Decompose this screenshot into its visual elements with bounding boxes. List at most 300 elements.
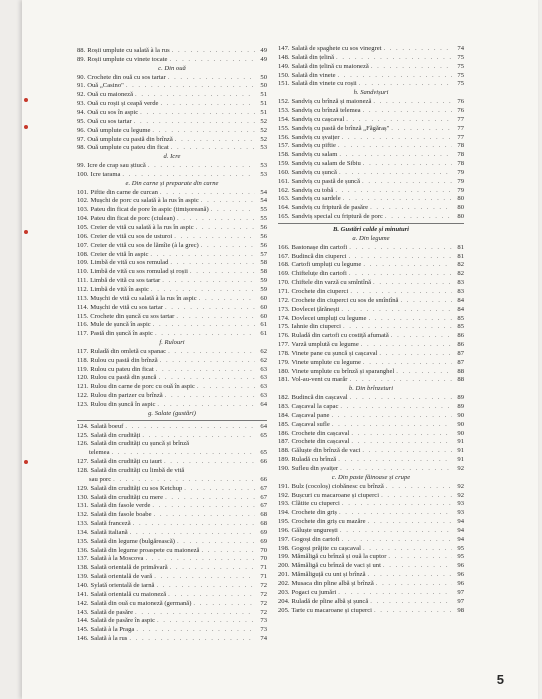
entry-title: Vol-au-vent cu marăr bbox=[291, 376, 348, 384]
entry-page: 79 bbox=[457, 168, 464, 176]
entry-page: 85 bbox=[457, 314, 464, 322]
entry-number: 191. bbox=[278, 482, 290, 490]
entry-page: 77 bbox=[457, 115, 464, 123]
entry-title: Cașcaval pane bbox=[291, 411, 330, 419]
entry-number: 98. bbox=[77, 144, 86, 152]
entry-title: Salată à la Moscova bbox=[90, 555, 144, 563]
page-number: 5 bbox=[496, 672, 504, 687]
section-heading: c. Din ouă bbox=[158, 64, 186, 72]
entry-number: 101. bbox=[77, 188, 89, 196]
entry-page: 63 bbox=[260, 392, 267, 400]
section-divider bbox=[77, 420, 267, 421]
entry-title: Salată din legume proaspete cu maioneză bbox=[90, 546, 200, 554]
entry-number: 122. bbox=[77, 392, 89, 400]
entry-title: Gogoși din cartofi bbox=[291, 535, 340, 543]
entry-title: Creier de vită cu salată à la rus în aspic bbox=[90, 224, 194, 231]
binding-hole bbox=[24, 125, 28, 129]
book-page bbox=[22, 0, 538, 699]
entry-title: Ouă umplute cu legume bbox=[87, 126, 151, 134]
entry-number: 175. bbox=[278, 323, 290, 331]
entry-number: 204. bbox=[278, 597, 290, 605]
entry-number: 182. bbox=[278, 394, 290, 402]
entry-title: Creier de vită în aspic bbox=[90, 250, 149, 258]
entry-page: 72 bbox=[260, 608, 267, 616]
entry-page: 62 bbox=[260, 347, 267, 355]
entry-number: 134. bbox=[77, 528, 89, 536]
entry-title: Vinete pane cu șuncă și cașcaval bbox=[291, 349, 378, 357]
entry-number: 179. bbox=[278, 358, 290, 366]
entry-number: 118. bbox=[77, 356, 89, 364]
entry-page: 83 bbox=[457, 287, 464, 295]
entry-title: Crochete din ciuperci bbox=[291, 287, 349, 295]
binding-hole bbox=[24, 98, 28, 102]
entry-page: 78 bbox=[457, 142, 464, 150]
entry-page: 89 bbox=[457, 403, 464, 410]
section-heading: e. Din carne și preparate din carne bbox=[125, 179, 219, 187]
section-heading: f. Rulouri bbox=[159, 339, 185, 347]
entry-title: Chiftele din varză cu smîntînă bbox=[291, 279, 372, 287]
entry-title: Sandviș cu pastă de brînză „Făgăraș" bbox=[291, 124, 390, 132]
entry-page: 59 bbox=[260, 285, 267, 293]
entry-page: 72 bbox=[260, 590, 267, 598]
entry-page: 81 bbox=[457, 243, 464, 251]
entry-number: 105. bbox=[77, 224, 89, 231]
section-heading: g. Salate (gustări) bbox=[148, 409, 196, 417]
entry-title: Limbă de vită cu sos remulad bbox=[90, 259, 169, 267]
entry-title: Sandviș cu șvaițer bbox=[291, 133, 340, 141]
entry-number: 136. bbox=[77, 546, 89, 554]
entry-number: 185. bbox=[278, 420, 290, 428]
entry-number: 121. bbox=[77, 383, 89, 391]
entry-page: 59 bbox=[260, 277, 267, 285]
entry-number: 141. bbox=[77, 590, 89, 598]
entry-number: 151. bbox=[278, 80, 290, 88]
section-heading: B. Gustări calde și minuturi bbox=[332, 226, 410, 233]
entry-page: 53 bbox=[260, 162, 267, 170]
entry-page: 92 bbox=[457, 482, 464, 490]
entry-title: Gogoși prăjite cu cașcaval bbox=[291, 544, 361, 552]
entry-page: 87 bbox=[457, 349, 464, 357]
entry-title: Mușchi de vită cu sos tartar bbox=[90, 303, 163, 311]
entry-page: 86 bbox=[457, 341, 464, 349]
entry-number: 146. bbox=[77, 635, 89, 643]
entry-title: Salată din crudități cu limbă de vită bbox=[90, 466, 185, 474]
entry-number: 197. bbox=[278, 535, 290, 543]
entry-title: Pogaci cu jumări bbox=[291, 588, 337, 596]
entry-title: Sandviș cu șuncă bbox=[291, 168, 337, 176]
entry-number: 115. bbox=[77, 312, 89, 320]
entry-number: 166. bbox=[278, 243, 290, 251]
entry-page: 49 bbox=[260, 55, 267, 63]
entry-number: 117. bbox=[77, 347, 89, 355]
entry-title: Crochete din ouă cu sos tartar bbox=[87, 73, 166, 81]
entry-page: 88 bbox=[457, 376, 464, 384]
entry-number: 169. bbox=[278, 270, 290, 278]
entry-number: 102. bbox=[77, 197, 89, 205]
entry-title: Salată din fasole verde bbox=[90, 502, 151, 510]
entry-title: Sufleu din șvaițer bbox=[291, 464, 339, 472]
entry-number: 199. bbox=[278, 553, 290, 561]
entry-number: 162. bbox=[278, 186, 290, 194]
entry-page: 92 bbox=[457, 464, 464, 472]
entry-number: 124. bbox=[77, 422, 89, 430]
entry-page: 90 bbox=[457, 420, 464, 428]
entry-number: 103. bbox=[77, 206, 89, 214]
entry-page: 76 bbox=[457, 98, 464, 106]
entry-title: Salată din crudități cu mere bbox=[90, 493, 164, 501]
entry-title: Crochete din șuncă cu sos tartar bbox=[90, 312, 175, 320]
entry-number: 176. bbox=[278, 332, 290, 340]
entry-title: Limbă de vită cu sos tartar bbox=[90, 277, 161, 285]
entry-page: 75 bbox=[457, 62, 464, 70]
entry-page: 95 bbox=[457, 544, 464, 552]
entry-page: 63 bbox=[260, 383, 267, 391]
entry-title: Ruladă cu brînză bbox=[291, 456, 337, 464]
entry-number: 130. bbox=[77, 493, 89, 501]
entry-page: 72 bbox=[260, 599, 267, 607]
entry-page: 96 bbox=[457, 580, 464, 587]
entry-page: 67 bbox=[260, 493, 267, 501]
entry-number: 168. bbox=[278, 261, 290, 269]
entry-number: 198. bbox=[278, 544, 290, 552]
entry-number: 186. bbox=[278, 429, 290, 437]
entry-number: 201. bbox=[278, 571, 290, 579]
entry-title: Salată din crudități cu iaurt bbox=[90, 458, 162, 466]
entry-page: 49 bbox=[260, 47, 267, 54]
entry-page: 97 bbox=[457, 588, 464, 596]
entry-page: 65 bbox=[260, 431, 267, 439]
section-heading: d. Icre bbox=[163, 153, 181, 161]
entry-page: 90 bbox=[457, 411, 464, 419]
entry-number: 193. bbox=[278, 500, 290, 508]
entry-title: Sandviș cu friptură de pasăre bbox=[291, 204, 369, 212]
entry-number: 145. bbox=[77, 626, 89, 634]
entry-title: Sandviș cu salam de Sibiu bbox=[291, 160, 361, 168]
entry-number: 133. bbox=[77, 520, 89, 528]
entry-number: 107. bbox=[77, 241, 89, 249]
entry-title: Rulou din parizer cu brînză bbox=[90, 392, 163, 400]
entry-title: Limbă de vită cu sos romulad și roșii bbox=[90, 268, 188, 276]
entry-number: 159. bbox=[278, 160, 290, 168]
entry-title: Creier de vită cu sos de usturoi bbox=[90, 232, 173, 240]
entry-title: Dovlecei umpluți cu legume bbox=[291, 314, 367, 322]
entry-number: 183. bbox=[278, 403, 290, 410]
entry-title: Cartofi umpluți cu legume bbox=[291, 261, 362, 269]
entry-number: 148. bbox=[278, 53, 290, 61]
entry-page: 77 bbox=[457, 133, 464, 141]
entry-page: 61 bbox=[260, 330, 267, 338]
entry-title: Salată boeuf bbox=[90, 422, 124, 430]
entry-title: Pateu din ficat de pore în aspic (timișoreană) bbox=[90, 206, 209, 214]
entry-page: 56 bbox=[260, 241, 267, 249]
entry-title: Rulou din șuncă în aspic bbox=[90, 401, 156, 408]
entry-number: 114. bbox=[77, 303, 89, 311]
section-heading: h. Sandvișuri bbox=[353, 89, 389, 97]
entry-page: 70 bbox=[260, 546, 267, 554]
entry-number: 172. bbox=[278, 296, 290, 304]
entry-title: Salată din vinete cu roșii bbox=[291, 80, 357, 88]
entry-title: Salată din vinete bbox=[291, 71, 336, 79]
entry-page: 91 bbox=[457, 456, 464, 464]
entry-page: 55 bbox=[260, 215, 267, 223]
section-heading: b. Din brînzeturi bbox=[348, 385, 394, 393]
dot-leader bbox=[383, 212, 452, 222]
entry-page: 92 bbox=[457, 491, 464, 499]
entry-title: Salată din țelină bbox=[291, 53, 335, 61]
entry-number: 97. bbox=[77, 135, 86, 143]
entry-number: 140. bbox=[77, 582, 89, 589]
entry-number: 181. bbox=[278, 376, 290, 384]
entry-page: 50 bbox=[260, 73, 267, 81]
entry-title: Ouă cu roșii și ceapă verde bbox=[87, 100, 159, 108]
entry-number: 157. bbox=[278, 142, 290, 150]
entry-title: Vinete umplute cu brînză și sparanghel bbox=[291, 367, 395, 375]
entry-page: 94 bbox=[457, 518, 464, 526]
entry-number: 163. bbox=[278, 195, 290, 203]
entry-number: 129. bbox=[77, 484, 89, 492]
entry-title: Creier de vită cu sos de lămîie (à la grec) bbox=[90, 241, 199, 249]
entry-title: Rulou cu pateu din ficat bbox=[90, 365, 154, 373]
entry-title: Salată din țelină cu maioneză bbox=[291, 62, 369, 70]
entry-number: 171. bbox=[278, 287, 290, 295]
entry-number: 106. bbox=[77, 232, 89, 240]
entry-page: 53 bbox=[260, 170, 267, 178]
entry-number: 202. bbox=[278, 580, 290, 587]
entry-title: Sylată orientală de iarnă bbox=[90, 582, 155, 589]
entry-number: 93. bbox=[77, 100, 86, 108]
entry-page: 60 bbox=[260, 294, 267, 302]
entry-number: 164. bbox=[278, 204, 290, 212]
entry-page: 52 bbox=[260, 135, 267, 143]
entry-number: 128. bbox=[77, 466, 89, 474]
entry-page: 69 bbox=[260, 537, 267, 545]
entry-page: 78 bbox=[457, 160, 464, 168]
entry-page: 68 bbox=[260, 520, 267, 528]
entry-page: 63 bbox=[260, 365, 267, 373]
entry-number: 170. bbox=[278, 279, 290, 287]
entry-page: 96 bbox=[457, 562, 464, 570]
entry-title: Mușchi de porc cu salată à la rus în aspic bbox=[90, 197, 199, 205]
entry-title: Vinete umplute cu legume bbox=[291, 358, 361, 366]
entry-title: Piftie din carne de curcan bbox=[90, 188, 158, 196]
entry-number: 108. bbox=[77, 250, 89, 258]
entry-number: 90. bbox=[77, 73, 86, 81]
entry-page: 52 bbox=[260, 117, 267, 125]
entry-number: 110. bbox=[77, 268, 89, 276]
entry-number: 126. bbox=[77, 440, 89, 448]
entry-title: Cașcaval la capac bbox=[291, 403, 339, 410]
entry-page: 91 bbox=[457, 447, 464, 455]
entry-number: 155. bbox=[278, 124, 290, 132]
entry-number: 156. bbox=[278, 133, 290, 141]
entry-title: Salată de pasăre în aspic bbox=[90, 617, 155, 625]
entry-number: 113. bbox=[77, 294, 89, 302]
entry-page: 58 bbox=[260, 259, 267, 267]
entry-page: 98 bbox=[457, 606, 464, 614]
entry-title: Budincă din cașcaval bbox=[291, 394, 348, 402]
entry-title: Salată orientală de vară bbox=[90, 573, 153, 581]
entry-title: Salată à la rus bbox=[90, 635, 128, 643]
entry-title: Budincă din ciuperci bbox=[291, 252, 347, 260]
entry-number: 194. bbox=[278, 509, 290, 517]
entry-number: 143. bbox=[77, 608, 89, 616]
entry-title: telemea bbox=[89, 449, 110, 457]
entry-number: 131. bbox=[77, 502, 89, 510]
entry-title: Pastă din șuncă în aspic bbox=[90, 330, 153, 338]
entry-number: 158. bbox=[278, 151, 290, 159]
entry-page: 69 bbox=[260, 528, 267, 536]
binding-hole bbox=[24, 230, 28, 234]
dot-leader bbox=[372, 606, 452, 616]
entry-title: Salată din crudități cu sos Ketchup bbox=[90, 484, 183, 492]
entry-page: 68 bbox=[260, 511, 267, 519]
entry-number: 88. bbox=[77, 47, 86, 54]
entry-number: 190. bbox=[278, 464, 290, 472]
entry-title: Ruladă din omletă cu spanac bbox=[90, 347, 167, 355]
entry-number: 178. bbox=[278, 349, 290, 357]
entry-page: 51 bbox=[260, 100, 267, 108]
section-heading: c. Din paste făinoase și crupe bbox=[331, 473, 411, 481]
entry-number: 189. bbox=[278, 456, 290, 464]
entry-title: Rulou din carne de porc cu ouă în aspic bbox=[90, 383, 195, 391]
dot-leader bbox=[127, 634, 255, 644]
entry-title: Sandviș cu sardele bbox=[291, 195, 341, 203]
entry-title: Rulou cu pastă din șuncă bbox=[90, 374, 157, 382]
entry-number: 137. bbox=[77, 555, 89, 563]
entry-title: Varză umplută cu legume bbox=[291, 341, 359, 349]
entry-title: Bușcuri cu macaroane și ciuperci bbox=[291, 491, 380, 499]
entry-title: Icre de crap sau știucă bbox=[87, 162, 146, 170]
entry-page: 64 bbox=[260, 401, 267, 408]
entry-title: Salată à la Praga bbox=[90, 626, 135, 634]
entry-page: 81 bbox=[457, 252, 464, 260]
entry-number: 96. bbox=[77, 126, 86, 134]
entry-number: 111. bbox=[77, 277, 89, 285]
entry-page: 86 bbox=[457, 332, 464, 340]
entry-title: Mămăligă cu brînză și ouă la cuptor bbox=[291, 553, 387, 561]
entry-number: 119. bbox=[77, 365, 89, 373]
entry-title: Salată italiană bbox=[90, 528, 128, 536]
entry-page: 66 bbox=[260, 458, 267, 466]
entry-page: 90 bbox=[457, 429, 464, 437]
entry-title: Crochete din griș bbox=[291, 509, 337, 517]
entry-title: Tarte cu macaroane și ciuperci bbox=[291, 606, 372, 614]
entry-number: 184. bbox=[278, 411, 290, 419]
entry-page: 56 bbox=[260, 224, 267, 231]
entry-number: 173. bbox=[278, 305, 290, 313]
entry-page: 65 bbox=[260, 449, 267, 457]
entry-page: 55 bbox=[260, 206, 267, 214]
entry-number: 94. bbox=[77, 108, 86, 116]
entry-page: 84 bbox=[457, 296, 464, 304]
entry-title: Ouă cu maioneză bbox=[87, 91, 134, 99]
entry-title: Roșii umplute cu salată à la rus bbox=[87, 47, 170, 54]
entry-title: Roșii umplute cu vinete tocate bbox=[87, 55, 168, 63]
entry-page: 85 bbox=[457, 323, 464, 331]
entry-title: Mămăliguță cu unt și brînză bbox=[291, 571, 366, 579]
entry-page: 80 bbox=[457, 213, 464, 221]
entry-page: 66 bbox=[260, 475, 267, 483]
entry-page: 58 bbox=[260, 268, 267, 276]
entry-number: 174. bbox=[278, 314, 290, 322]
entry-title: Crochete din cașcaval bbox=[291, 429, 350, 437]
entry-number: 142. bbox=[77, 599, 89, 607]
toc-entry bbox=[77, 634, 267, 644]
entry-title: Crochete din ciuperci cu sos de smîntînă bbox=[291, 296, 399, 304]
entry-page: 63 bbox=[260, 374, 267, 382]
entry-page: 51 bbox=[260, 91, 267, 99]
entry-title: Mămăligă cu brînză de vaci și unt bbox=[291, 562, 381, 570]
entry-number: 187. bbox=[278, 438, 290, 446]
entry-number: 152. bbox=[278, 98, 290, 106]
entry-page: 62 bbox=[260, 356, 267, 364]
entry-number: 135. bbox=[77, 537, 89, 545]
entry-page: 54 bbox=[260, 197, 267, 205]
entry-page: 54 bbox=[260, 188, 267, 196]
entry-number: 95. bbox=[77, 117, 86, 125]
entry-page: 53 bbox=[260, 144, 267, 152]
entry-number: 144. bbox=[77, 617, 89, 625]
entry-page: 70 bbox=[260, 555, 267, 563]
entry-number: 132. bbox=[77, 511, 89, 519]
entry-title: Crochete din griș cu mazăre bbox=[291, 518, 366, 526]
entry-page: 72 bbox=[260, 582, 267, 589]
entry-page: 94 bbox=[457, 535, 464, 543]
section-divider bbox=[278, 223, 464, 224]
entry-page: 71 bbox=[260, 573, 267, 581]
entry-page: 74 bbox=[457, 45, 464, 52]
entry-title: Mușchi de vită cu salată à la rus în aspic bbox=[90, 294, 197, 302]
entry-title: Pateu din ficat de porc (ciulean) bbox=[90, 215, 175, 223]
entry-title: Salată franceză bbox=[90, 520, 131, 528]
entry-number: 92. bbox=[77, 91, 86, 99]
entry-page: 96 bbox=[457, 571, 464, 579]
entry-title: Musaca din pîine albă și brînză bbox=[291, 580, 374, 587]
entry-number: 89. bbox=[77, 55, 86, 63]
entry-title: Sandviș cu brînză telemea bbox=[291, 106, 361, 114]
entry-page: 52 bbox=[260, 126, 267, 134]
entry-number: 125. bbox=[77, 431, 89, 439]
entry-title: Sandviș cu salam bbox=[291, 151, 338, 159]
entry-number: 99. bbox=[77, 162, 86, 170]
entry-title: Sandviș cu piftie bbox=[291, 142, 336, 150]
entry-title: Salată din ouă cu maioneză (germană) bbox=[90, 599, 192, 607]
entry-page: 82 bbox=[457, 261, 464, 269]
entry-number: 200. bbox=[278, 562, 290, 570]
entry-title: Sandviș cu pastă de șuncă bbox=[291, 177, 361, 185]
entry-title: Ruladă de pîine albă și șuncă bbox=[291, 597, 369, 605]
entry-page: 82 bbox=[457, 270, 464, 278]
entry-title: Ruladă din cartofi cu costiță afumată bbox=[291, 332, 389, 340]
entry-page: 93 bbox=[457, 500, 464, 508]
entry-title: Ouă cu sos în aspic bbox=[87, 108, 139, 116]
entry-title: Dovlecei țărănești bbox=[291, 305, 340, 313]
binding-hole bbox=[24, 460, 28, 464]
entry-number: 150. bbox=[278, 71, 290, 79]
entry-page: 75 bbox=[457, 53, 464, 61]
entry-title: Bulz (cocoloș) ciobănesc cu brînză bbox=[291, 482, 384, 490]
entry-page: 75 bbox=[457, 71, 464, 79]
entry-number: 161. bbox=[278, 177, 290, 185]
entry-page: 67 bbox=[260, 502, 267, 510]
entry-title: Salată din fasole boabe bbox=[90, 511, 152, 519]
entry-number: 167. bbox=[278, 252, 290, 260]
entry-page: 94 bbox=[457, 526, 464, 534]
entry-number: 188. bbox=[278, 447, 290, 455]
entry-title: Sandviș cu brînză și maioneză bbox=[291, 98, 372, 106]
entry-number: 153. bbox=[278, 106, 290, 114]
entry-title: Ouă cu sos tartar bbox=[87, 117, 132, 125]
